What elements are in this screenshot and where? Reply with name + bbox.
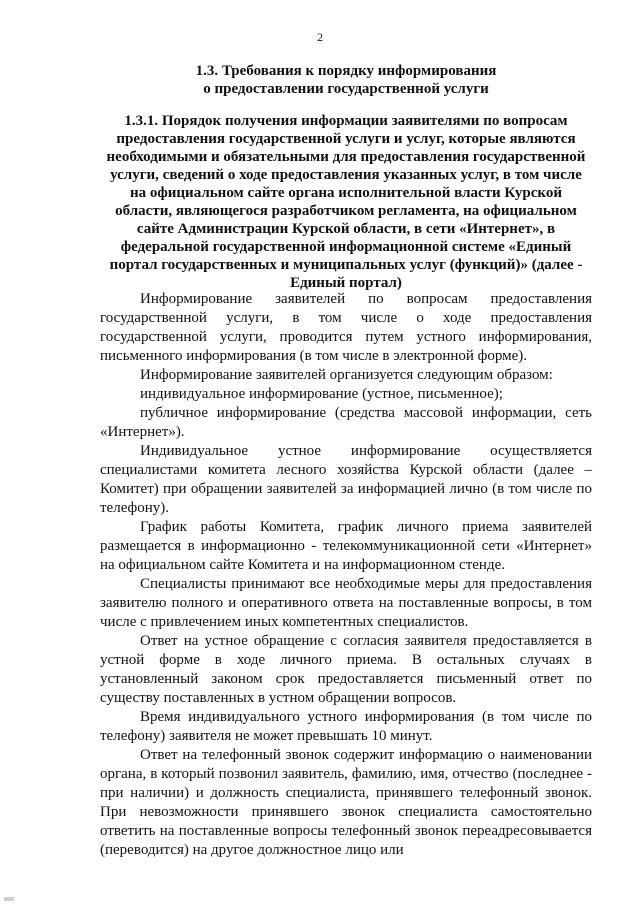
section-heading-line: 1.3. Требования к порядку информирования: [195, 63, 497, 79]
paragraph-oral-informing: Индивидуальное устное информирование осуществляется специалистами комитета лесного хозяйства Курской области (далее – Комитет) при обращении заявителей за информацией лично (в том числе по телефону).: [100, 443, 592, 516]
scan-mark: [4, 897, 14, 901]
section-heading: [100, 62, 592, 98]
subsection-heading-line: сайте Администрации Курской области, в сети «Интернет», в: [136, 221, 556, 237]
paragraph-phone-answer: Ответ на телефонный звонок содержит информацию о наименовании органа, в который позвонил заявитель, фамилию, имя, отчество (последнее - при наличии) и должность специалиста, принявшего телефонный звонок. При невозможности принявшего звонок специалиста самостоятельно ответить на поставленные вопросы телефонный звонок переадресовывается (переводится) на другое должностное лицо или: [100, 747, 592, 858]
page-number: 2: [317, 30, 323, 44]
subsection-heading-line: 1.3.1. Порядок получения информации заявителями по вопросам: [124, 113, 568, 129]
subsection-heading-line: портал государственных и муниципальных услуг (функций)» (далее -: [109, 257, 583, 273]
subsection-heading-line: услуги, сведений о ходе предоставления указанных услуг, в том числе: [110, 167, 582, 183]
section-heading-line: о предоставлении государственной услуги: [203, 81, 489, 97]
paragraph-oral-answer: Ответ на устное обращение с согласия заявителя предоставляется в устной форме в ходе личного приема. В остальных случаях в установленный законом срок предоставляется письменный ответ по существу поставленных в устном обращении вопросов.: [100, 633, 592, 706]
subsection-heading-line: федеральной государственной информационной системе «Единый: [120, 239, 572, 255]
subsection-heading-line: предоставления государственной услуги и услуг, которые являются: [116, 131, 576, 147]
subsection-heading-line: Единый портал): [290, 275, 402, 291]
subsection-heading-line: области, являющегося разработчиком регламента, на официальном: [115, 203, 577, 219]
paragraph-organization: Информирование заявителей организуется следующим образом:: [140, 367, 553, 383]
paragraph-specialists: Специалисты принимают все необходимые меры для предоставления заявителю полного и оперативного ответа на поставленные вопросы, в том числе с привлечением иных компетентных специалистов.: [100, 576, 592, 630]
document-body: [100, 290, 592, 860]
subsection-heading-line: необходимыми и обязательными для предоставления государственной: [106, 149, 586, 165]
paragraph-informing-methods: Информирование заявителей по вопросам предоставления государственной услуги, в том числе о ходе предоставления государственной услуги, проводится путем устного информирования, письменного информирования (в том числе в электронной форме).: [100, 291, 592, 364]
subsection-heading: [100, 112, 592, 292]
paragraph-schedule: График работы Комитета, график личного приема заявителей размещается в информационно - телекоммуникационной сети «Интернет» на официальном сайте Комитета и на информационном стенде.: [100, 519, 592, 573]
paragraph-public: публичное информирование (средства массовой информации, сеть «Интернет»).: [100, 405, 592, 440]
subsection-heading-line: на официальном сайте органа исполнительной власти Курской: [130, 185, 562, 201]
paragraph-individual: индивидуальное информирование (устное, письменное);: [140, 386, 503, 402]
paragraph-time-limit: Время индивидуального устного информирования (в том числе по телефону) заявителя не может превышать 10 минут.: [100, 709, 592, 744]
